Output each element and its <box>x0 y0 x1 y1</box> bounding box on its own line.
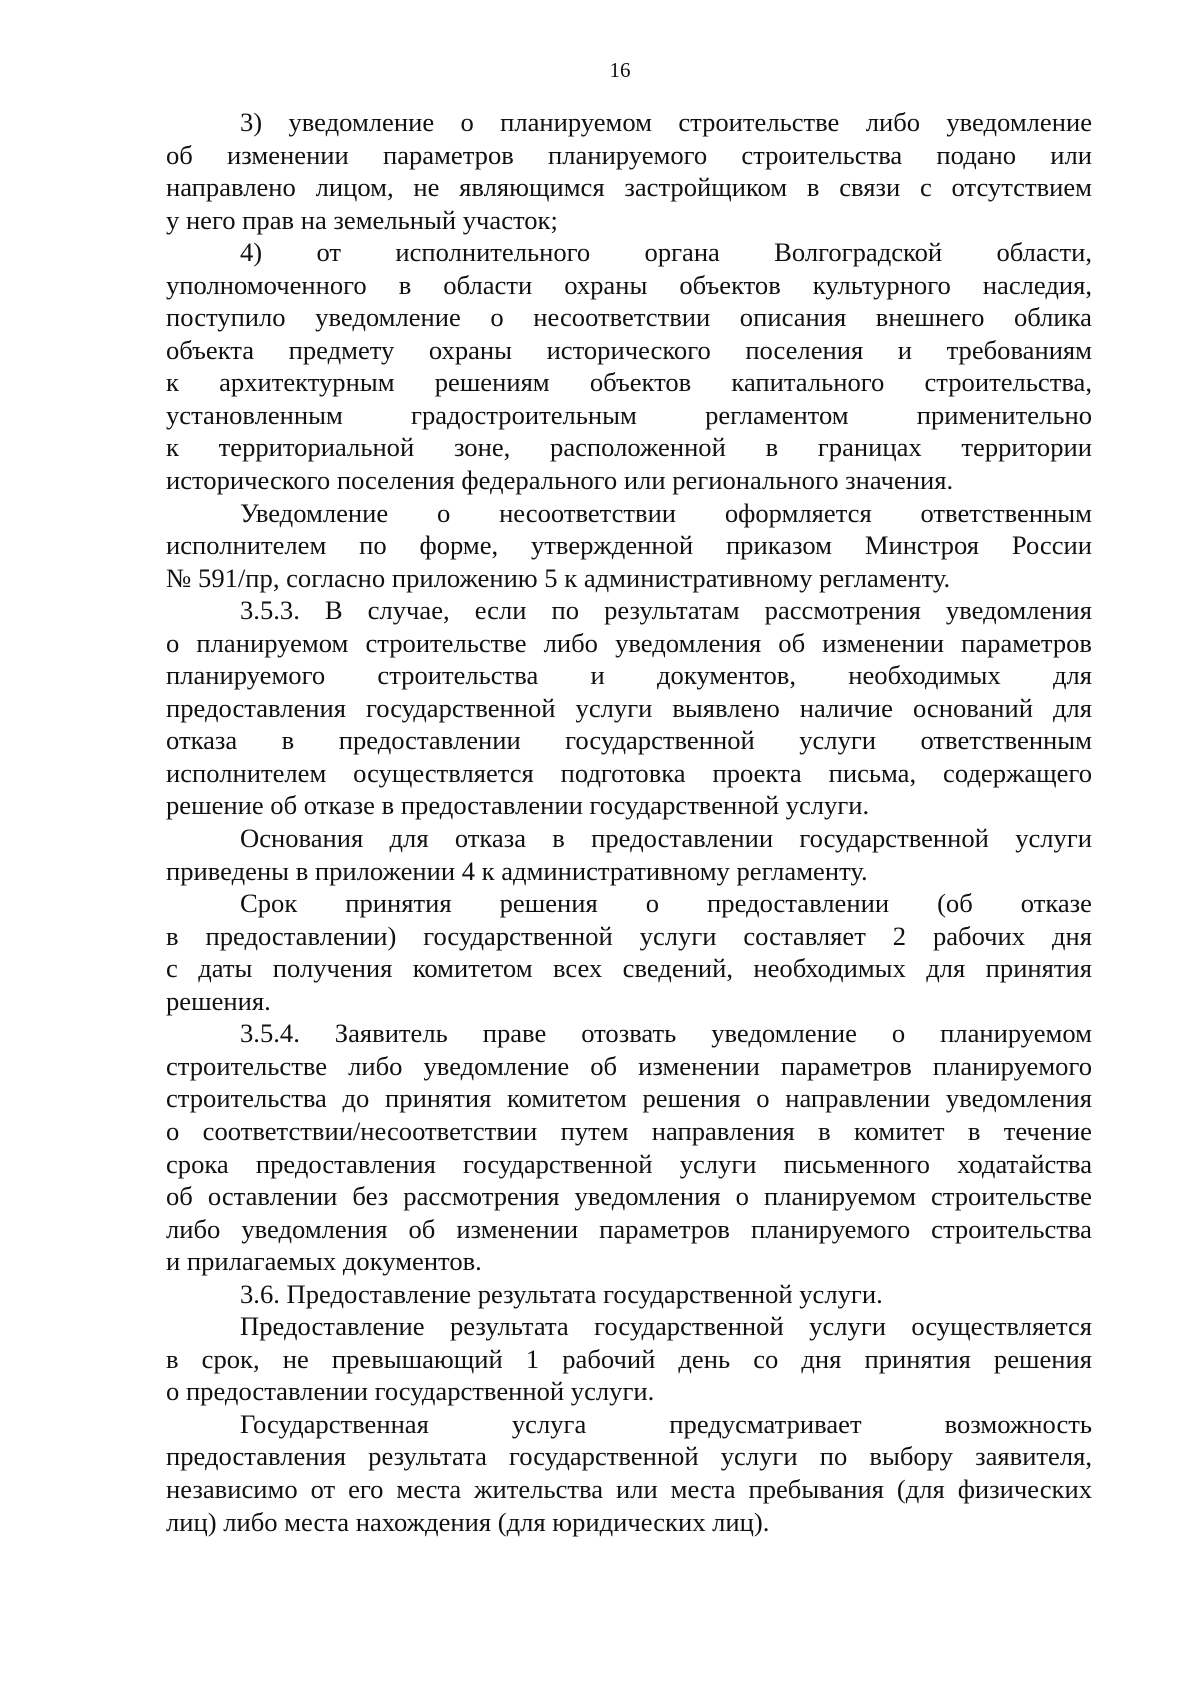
text-line: о соответствии/несоответствии путем направления в комитет в течение <box>166 1115 1092 1146</box>
text-line: о планируемом строительстве либо уведомления об изменении параметров <box>166 627 1092 658</box>
text-line: строительства до принятия комитетом решения о направлении уведомления <box>166 1083 1092 1114</box>
text-line: исполнителем осуществляется подготовка проекта письма, содержащего <box>166 757 1092 788</box>
text-line: объекта предмету охраны исторического поселения и требованиям <box>166 334 1092 365</box>
text-line: строительстве либо уведомление об изменении параметров планируемого <box>166 1050 1092 1081</box>
text-line: решение об отказе в предоставлении государственной услуги. <box>166 790 870 821</box>
text-line: исторического поселения федерального или регионального значения. <box>166 465 954 496</box>
text-line: исполнителем по форме, утвержденной приказом Минстроя России <box>166 530 1092 561</box>
page-number: 16 <box>609 58 631 82</box>
text-line: срока предоставления государственной услуги письменного ходатайства <box>166 1148 1092 1179</box>
paragraph-section-3-5-3 <box>166 594 1092 822</box>
text-line: установленным градостроительным регламентом применительно <box>166 399 1092 430</box>
text-line: об изменении параметров планируемого строительства подано или <box>166 139 1092 170</box>
text-line: об оставлении без рассмотрения уведомления о планируемом строительстве <box>166 1181 1092 1212</box>
text-line: в предоставлении) государственной услуги составляет 2 рабочих дня <box>166 920 1092 951</box>
text-line: либо уведомления об изменении параметров планируемого строительства <box>166 1213 1092 1244</box>
text-line: 3.5.3. В случае, если по результатам рассмотрения уведомления <box>240 595 1092 626</box>
text-line: 3.5.4. Заявитель праве отозвать уведомление о планируемом <box>240 1018 1092 1049</box>
paragraph-grounds-item-4 <box>166 236 1092 496</box>
paragraph-section-3-6-heading <box>166 1278 1092 1311</box>
text-line: отказа в предоставлении государственной услуги ответственным <box>166 725 1092 756</box>
paragraph-decision-term <box>166 887 1092 1017</box>
text-line: Срок принятия решения о предоставлении (об отказе <box>240 888 1092 919</box>
text-line: 3.6. Предоставление результата государственной услуги. <box>240 1278 883 1309</box>
text-line: предоставления государственной услуги выявлено наличие оснований для <box>166 692 1092 723</box>
text-line: 4) от исполнительного органа Волгоградской области, <box>240 237 1092 268</box>
text-line: поступило уведомление о несоответствии описания внешнего облика <box>166 302 1092 333</box>
document-body <box>166 106 1092 1538</box>
text-line: направлено лицом, не являющимся застройщиком в связи с отсутствием <box>166 172 1092 203</box>
text-line: Основания для отказа в предоставлении государственной услуги <box>240 823 1092 854</box>
text-line: решения. <box>166 985 271 1016</box>
text-line: у него прав на земельный участок; <box>166 204 558 235</box>
text-line: о предоставлении государственной услуги. <box>166 1376 655 1407</box>
paragraph-nonconformity-notice <box>166 497 1092 595</box>
text-line: независимо от его места жительства или места пребывания (для физических <box>166 1473 1092 1504</box>
paragraph-refusal-grounds <box>166 822 1092 887</box>
text-line: к архитектурным решениям объектов капитального строительства, <box>166 367 1092 398</box>
text-line: предоставления результата государственной услуги по выбору заявителя, <box>166 1441 1092 1472</box>
paragraph-section-3-5-4 <box>166 1017 1092 1277</box>
text-line: и прилагаемых документов. <box>166 1246 482 1277</box>
text-line: № 591/пр, согласно приложению 5 к административному регламенту. <box>166 562 951 593</box>
paragraph-result-choice <box>166 1408 1092 1538</box>
text-line: лиц) либо места нахождения (для юридических лиц). <box>166 1506 770 1537</box>
text-line: с даты получения комитетом всех сведений, необходимых для принятия <box>166 953 1092 984</box>
text-line: планируемого строительства и документов, необходимых для <box>166 660 1092 691</box>
text-line: уполномоченного в области охраны объектов культурного наследия, <box>166 269 1092 300</box>
text-line: приведены в приложении 4 к административному регламенту. <box>166 855 868 886</box>
text-line: Предоставление результата государственной услуги осуществляется <box>240 1311 1092 1342</box>
paragraph-result-term <box>166 1310 1092 1408</box>
paragraph-grounds-item-3 <box>166 106 1092 236</box>
text-line: Уведомление о несоответствии оформляется ответственным <box>240 497 1092 528</box>
text-line: к территориальной зоне, расположенной в границах территории <box>166 432 1092 463</box>
text-line: 3) уведомление о планируемом строительстве либо уведомление <box>240 107 1092 137</box>
text-line: в срок, не превышающий 1 рабочий день со дня принятия решения <box>166 1343 1092 1374</box>
text-line: Государственная услуга предусматривает возможность <box>240 1408 1092 1439</box>
